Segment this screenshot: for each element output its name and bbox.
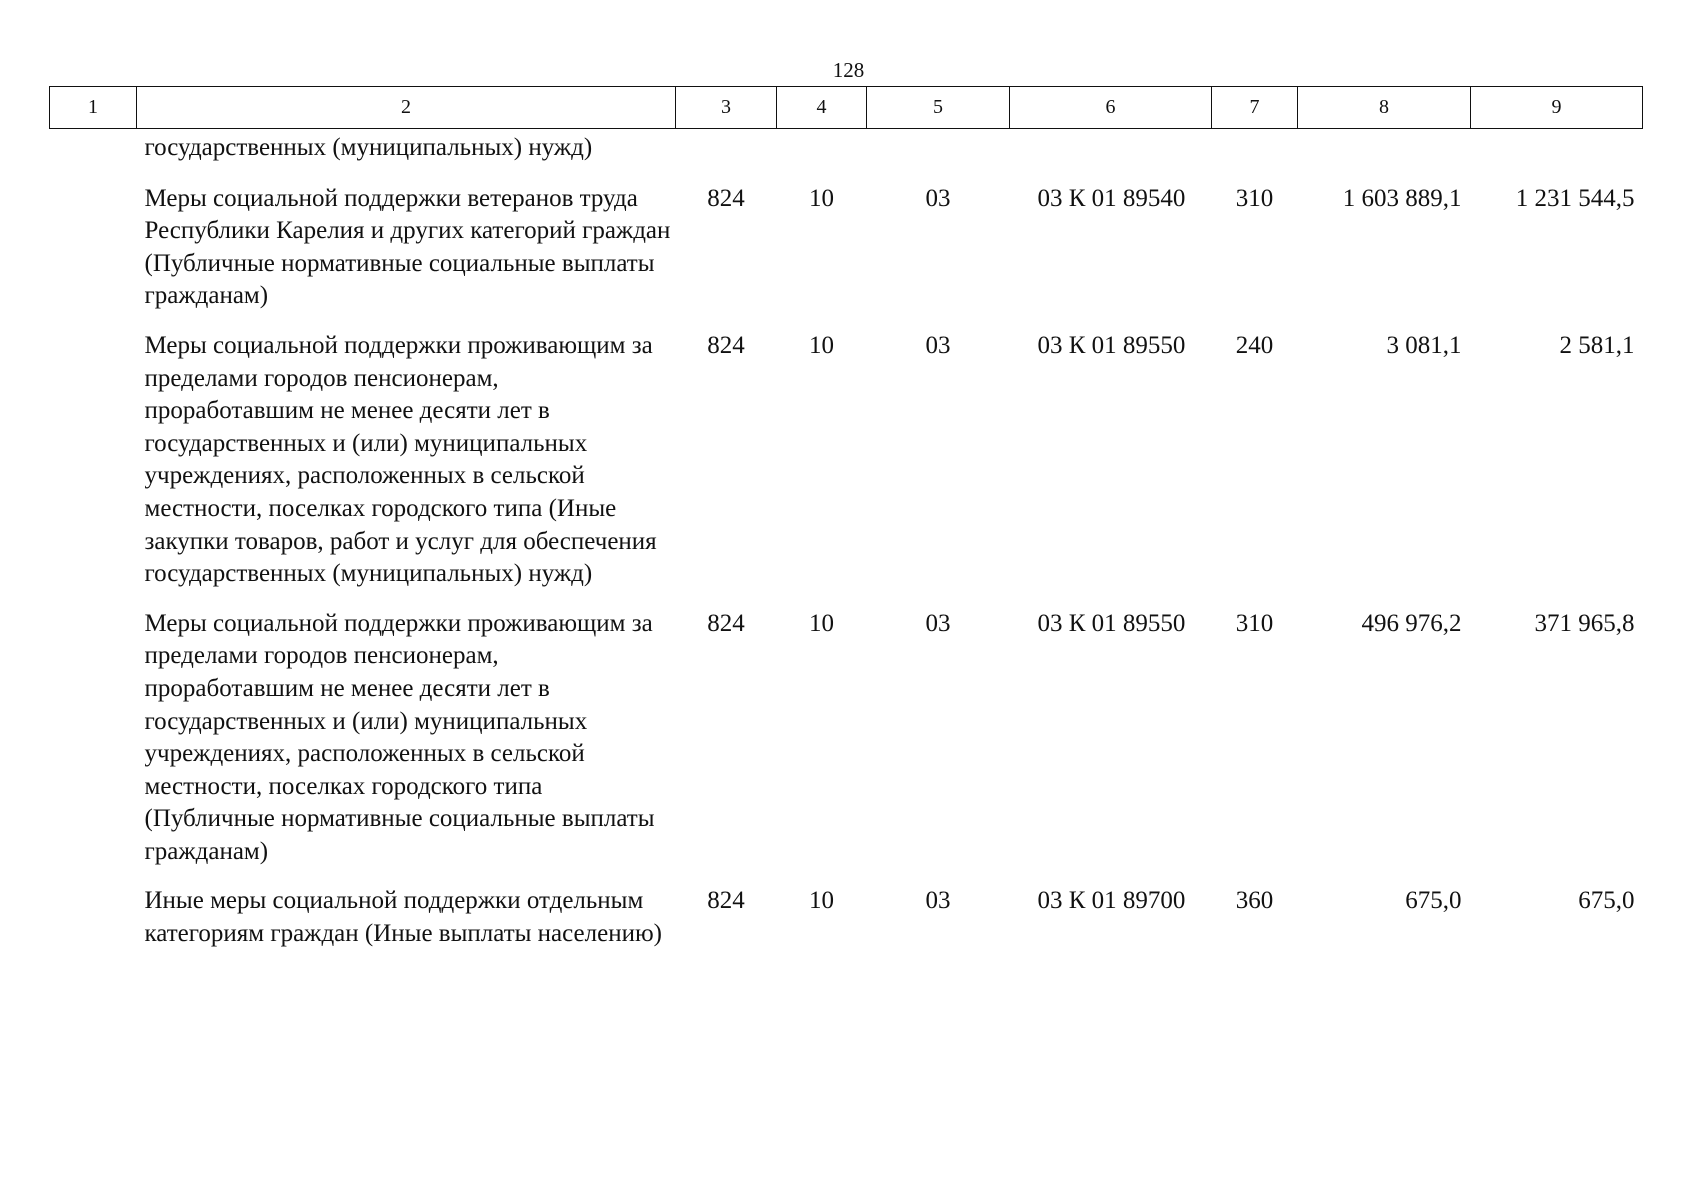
expense-name-cell: Иные меры социальной поддержки отдельным категориям граждан (Иные выплаты населению) (144, 887, 662, 948)
amount-year2-cell: 2 581,1 (1559, 331, 1635, 359)
row-number-cell (50, 324, 137, 602)
expense-type-cell: 310 (1235, 184, 1274, 212)
expense-type-cell: 240 (1235, 331, 1274, 359)
ministry-code-cell: 824 (707, 331, 745, 359)
amount-year1-cell: 496 976,2 (1361, 609, 1462, 637)
table-body (50, 129, 1643, 962)
amount-year1-cell: 1 603 889,1 (1342, 184, 1462, 212)
amount-year1-cell: 675,0 (1405, 887, 1462, 915)
section-cell: 10 (809, 331, 834, 359)
table-header (50, 87, 1643, 129)
column-header-6: 6 (1010, 87, 1212, 129)
row-number-cell (50, 177, 137, 324)
section-cell: 10 (809, 609, 834, 637)
target-article-cell: 03 К 01 89540 (1037, 184, 1186, 212)
section-cell: 10 (809, 184, 834, 212)
ministry-code-cell (676, 129, 777, 177)
table-row (50, 602, 1643, 880)
row-number-cell (50, 129, 137, 177)
subsection-cell: 03 (925, 887, 951, 915)
page-number: 128 (832, 58, 865, 82)
budget-table (49, 86, 1643, 962)
subsection-cell (867, 129, 1010, 177)
amount-year2-cell (1471, 129, 1643, 177)
ministry-code-cell: 824 (707, 887, 745, 915)
expense-type-cell: 360 (1235, 887, 1274, 915)
target-article-cell: 03 К 01 89550 (1037, 609, 1186, 637)
table-row (50, 177, 1643, 324)
row-number-cell (50, 879, 137, 961)
target-article-cell: 03 К 01 89550 (1037, 331, 1186, 359)
amount-year2-cell: 371 965,8 (1534, 609, 1635, 637)
column-header-3: 3 (676, 87, 777, 129)
target-article-cell: 03 К 01 89700 (1037, 887, 1186, 915)
column-header-8: 8 (1298, 87, 1471, 129)
row-number-cell (50, 602, 137, 880)
header-row (50, 87, 1643, 129)
column-header-4: 4 (777, 87, 867, 129)
column-header-2: 2 (137, 87, 676, 129)
amount-year1-cell: 3 081,1 (1386, 331, 1462, 359)
subsection-cell: 03 (925, 331, 951, 359)
expense-name-cell: Меры социальной поддержки проживающим за пределами городов пенсионерам, проработавшим не менее десяти лет в государственных и (или) муниципальных учреждениях, расположенных в сельской местности, поселках городского типа (Публичные нормативные социальные выплаты гражданам) (144, 609, 655, 865)
column-header-5: 5 (867, 87, 1010, 129)
expense-type-cell: 310 (1235, 609, 1274, 637)
expense-type-cell (1212, 129, 1298, 177)
amount-year1-cell (1298, 129, 1471, 177)
subsection-cell: 03 (925, 184, 951, 212)
subsection-cell: 03 (925, 609, 951, 637)
target-article-cell (1010, 129, 1212, 177)
column-header-7: 7 (1212, 87, 1298, 129)
ministry-code-cell: 824 (707, 609, 745, 637)
table-row (50, 879, 1643, 961)
column-header-9: 9 (1471, 87, 1643, 129)
column-header-1: 1 (50, 87, 137, 129)
expense-name-cell: государственных (муниципальных) нужд) (144, 134, 593, 161)
section-cell: 10 (809, 887, 834, 915)
expense-name-cell: Меры социальной поддержки ветеранов труда Республики Карелия и других категорий граждан (Публичные нормативные социальные выплаты гражданам) (144, 184, 671, 310)
ministry-code-cell: 824 (707, 184, 745, 212)
table-row (50, 324, 1643, 602)
section-cell (777, 129, 867, 177)
expense-name-cell: Меры социальной поддержки проживающим за пределами городов пенсионерам, проработавшим не менее десяти лет в государственных и (или) муниципальных учреждениях, расположенных в сельской местности, поселках городского типа (Иные закупки товаров, работ и услуг для обеспечения государственных (муниципальных) нужд) (144, 331, 657, 588)
table-row (50, 129, 1643, 177)
amount-year2-cell: 1 231 544,5 (1515, 184, 1635, 212)
amount-year2-cell: 675,0 (1578, 887, 1635, 915)
